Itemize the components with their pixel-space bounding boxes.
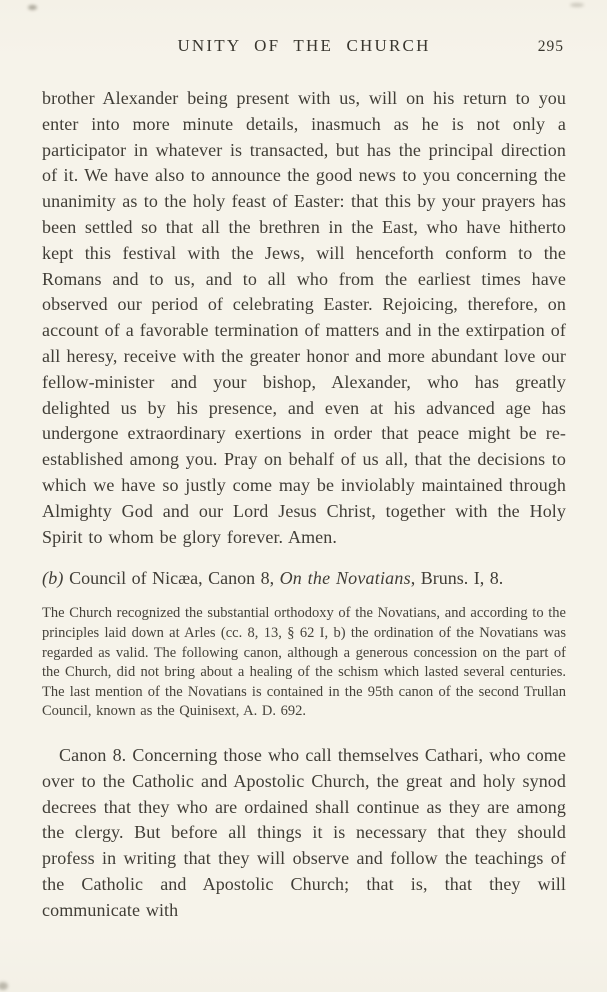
canon-paragraph: Canon 8. Concerning those who call themselves Cathari, who come over to the Catholic and Apostolic Church, the great and holy synod decrees that they who are ordained shall continue as they are among the clergy. But before all things it is necessary that they should profess in writing that they will observe and follow the teachings of the Catholic and Apostolic Church; that is, that they will communicate with xyxy=(42,744,566,920)
scan-artifact xyxy=(28,5,37,10)
editorial-note: The Church recognized the substantial orthodoxy of the Novatians, and according to the principles laid down at Arles (cc. 8, 13, § 62 I, b) the ordination of the Novatians was regarded as valid. The following canon, although a generous concession on the part of the Church, did not bring about a healing of the schism which lasted several centuries. The last mention of the Novatians is contained in the 95th canon of the second Trullan Council, known as the Quinisext, A. D. 692. xyxy=(42,605,566,720)
heading-prefix: Council of Nicæa, Canon 8, xyxy=(63,568,280,589)
scan-artifact xyxy=(0,982,8,990)
running-title: UNITY OF THE CHURCH xyxy=(177,36,431,55)
heading-suffix: , Bruns. I, 8. xyxy=(410,568,504,589)
body-paragraph-1: brother Alexander being present with us, will on his return to you enter into more minute details, inasmuch as he is not only a participator in whatever is transacted, but has the principal direction of it. We have also to announce the good news to you concerning the unanimity as to the holy feast of Easter: that this by your prayers has been settled so that all the brethren in the East, who have hitherto kept this festival with the Jews, will henceforth conform to the Romans and to us, and to all who from the earliest times have observed our period of celebrating Easter. Rejoicing, therefore, on account of a favorable termination of matters and in the extirpation of all heresy, receive with the greater honor and more abundant love our fellow-minister and your bishop, Alexander, who has greatly delighted us by his presence, and even at his advanced age has undergone extraordinary exertions in order that peace might be re-established among you. Pray on behalf of us all, that the decisions to which we have so justly come may be inviolably maintained through Almighty God and our Lord Jesus Christ, together with the Holy Spirit to whom be glory forever. Amen. xyxy=(42,88,566,547)
page-number: 295 xyxy=(537,38,564,55)
scan-artifact xyxy=(570,3,584,7)
heading-italic-title: On the Novatians xyxy=(279,568,411,589)
heading-item-marker: (b) xyxy=(42,568,64,589)
section-heading xyxy=(42,565,566,591)
text-block xyxy=(42,86,566,923)
page-header xyxy=(42,36,566,60)
